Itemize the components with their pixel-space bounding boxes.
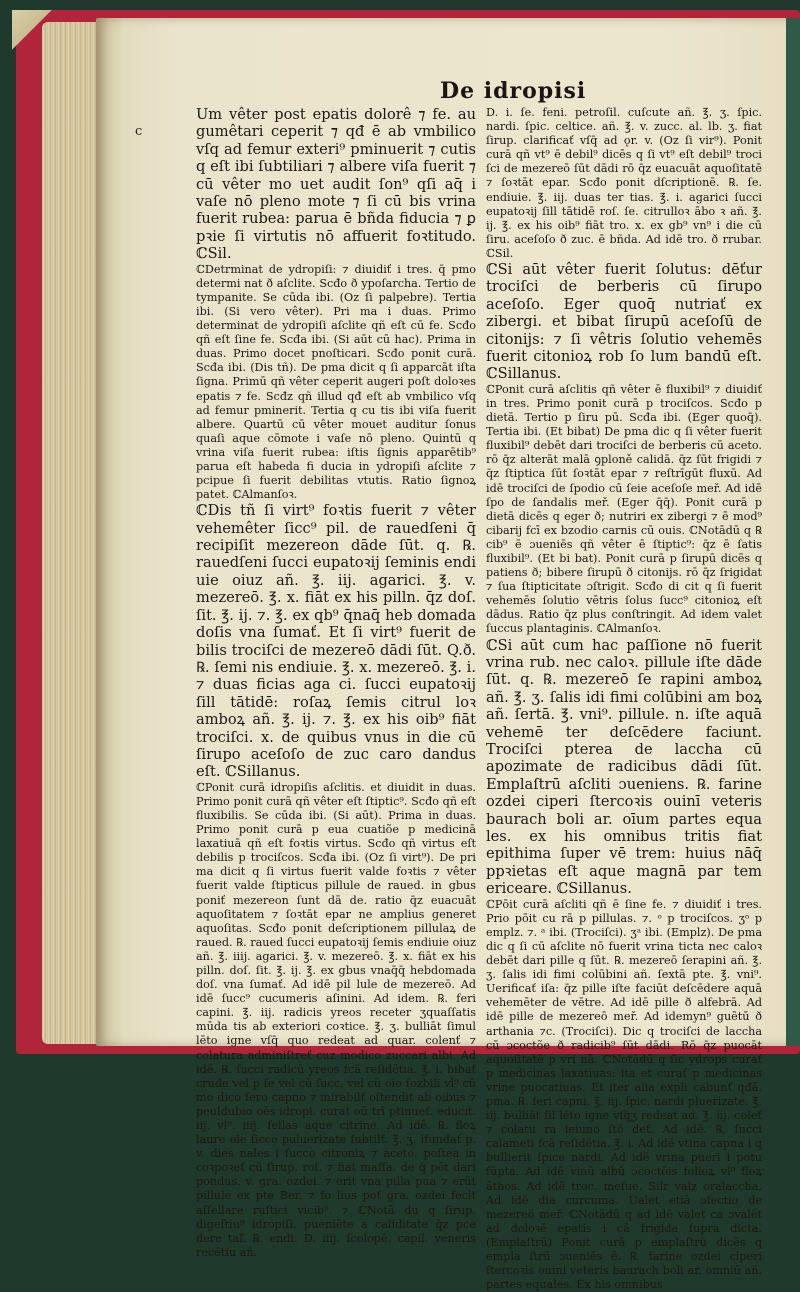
background-edge (786, 18, 800, 1046)
left-column (196, 106, 476, 1259)
text-block: ℂPonit curā aſclitis qñ vêter ē fluxibil⁹ ⁊ diuidiť in tres. Primo ponit curā p trociſcos. Scđo p dietā. Tertio p ſiru pū. Scđa ibi. (Eger quoq̄). Tertia ibi. (Et bibat) De pma dic q ſi vêter fuerit fluxibil⁹ debēt dari trociſci de berberis cū aceto. rō q̄z alterāt malā ꝯploně calidā. q̄z ſūt frigidi ⁊ q̄z ſtiptica ſūt ſoꝛtāt epar ⁊ reſtrīgūt fluxū. Ad idē trociſci de ſpodio cū ſeie aceſoſe meř. Ad idē ſpo de ſandalis meř. (Eger q̄q̄). Ponit curā p dietā dicēs q eger ð; nutriri ex zibergi ⁊ ē mod⁹ cibarij fcī ex bzodio carnis cū ouis. ℂNotādū q ℞ cib⁹ ē ɔueniēs qñ vêter ē ſtiptic⁹: q̄z ē ſatis fluxibil⁹. (Et bi bat). Ponit curā p ſirupū dicēs q patiens ð; bibere ſirupū ð citonijs. rō q̄z ſrigidat ⁊ ſua ſtipticitate ɔſtrigit. Scđo di cit q ſi fuerit vehemēs ſolutio vētris ſolus ſucc⁹ citonioꝝ eſt dādus. Ratio q̄z plus conſtringit. Ad idem valet ſuccus plantaginis. ℂAlmanſoꝛ. (486, 382, 762, 636)
page-edges (42, 22, 100, 1044)
text-block: ℂPōit curā aſcliti qñ ē ſine fe. ⁊ diuidiť i tres. Prio pōit cu rā p pillulas. ⁊. ᵒ p trociſcos. ʒᵒ p emplz. ⁊. ᵃ ibi. (Trociſci). ʒᵃ ibi. (Emplz). De pma dic q ſi cū aſclite nō fuerit vrina ticta nec caloꝛ debēt dari pille q ſūt. ℞. mezereō ſerapini añ. ℥. ʒ. ſalis idi fimi colūbini añ. ſextā pte. ℥. vni⁹. Uerificať iſa: q̄z pille iſte faciūt deſcēdere aquā vehemēter de vētre. Ad idē pille ð alfebrā. Ad idē pille de mezereō meř. Ad idemyn⁹ guētū ð arthania ⁊c. (Trociſci). Dic q trociſci de laccha cū ɔcoctõe ð radicib⁹ ſūt dādi. Rō q̄z puocāt aquoſitatē p vri nā. ℂNotādū q ſic ydrops curať p medicinas laxatiuas: ita et curať p medicinas vrine puocatiuas. Et iter alia expli cabunť qđā. pma. ℞. feri capni. ℥. iij. ſpic. nardi pluerizate. ℥. iij. bulliāt ſil lēto igne vſq̄ʒ redeat ad. ℥. iij. coleť ⁊ colatu ra ieiuno ſtō deť. Ad idē. ℞. ſucci calameti fcā reſidētia. ℥. i. Ad idē vtina capna i q bullierit ſpice nardi. Ad idē vrina pueri i potu ſūpta. Ad idē vinū albū ɔcoctõis folioꝝ vl⁹ floꝝ āthos. Ad idē troc. meſue. Silr valz oralaccha. Ad idē dia curcuma. Ualet etiā ɔfectio de mezereō meř. ℂNotādū q ad idē valet ca ɔvalēt ad doloꝛē epatis i cā frigida ſupra dicta. (Emplaſtrū) Ponit curā p emplaſtrū dicēs q empla ſtrū ɔueniēs ē. ℞. farine ozdei ciperi ſtercoꝛis ouini veteris baurach boli ar. omniū añ. partes equales. Ex his omnibus (486, 897, 762, 1292)
text-block: ℂDetrminat de ydropiſi: ⁊ diuidiť i tres. q̄ pmo determi nat ð aſclite. Scđo ð ypoſarcha. Tertio de tympanite. Se cūda ibi. (Oz ſi palpebre). Tertia ibi. (Si vero vêter). Pri ma i duas. Primo determinat de ydropiſi aſclite qñ eſt cū fe. Scđo qñ eſt ſine fe. Scđa ibi. (Si aūt cū hac). Prima in duas. Primo docet pnoſticari. Scđo ponit curā. Scđa ibi. (Dis tñ). De pma dicit q ſi apparcāt iſta ſigna. Primū qñ vêter ceperit augeri poſt doloꝛes epatis ⁊ fe. Scđz qñ illud qđ eſt ab vmbilico vſq ad femur pminerit. Tertia q cu tis ibi viſa fuerit albere. Quartū cū vêter mouet auditur ſonus quaſi aque cōmote i vaſe nō pleno. Quintū q vrina viſa fuerit rubea: iſtis ſignis apparētib⁹ parua eſt habeda fi ducia in ydropiſi aſclite ⁊ pcipue ſi fuerit debilitas vtutis. Ratio ſignoꝝ patet. ℂAlmanſoꝛ. (196, 262, 476, 502)
right-column (486, 106, 762, 1292)
running-header: De idropisi (440, 78, 587, 104)
text-block: Um vêter post epatis dolorê ⁊ fe. au gumêtari ceperit ⁊ qđ ē ab vmbilico vſq ad femur exteri⁹ pminuerit ⁊ cutis q eſt ibi ſubtiliari ⁊ albere viſa fuerit ⁊ cū vêter mo uet audit ſon⁹ qſi aq̄ i vaſe nō pleno mote ⁊ ſi cū bis vrina fuerit rubea: parua ē bñda fiducia ⁊ ꝑ pꝛie ſi virtutis nō affuerit foꝛtitudo. ℂSil. (196, 106, 476, 263)
text-block: D. i. ſe. feni. petroſil. cuſcute añ. ℥. ʒ. ſpic. nardi. ſpic. celtice. añ. ℥. v. zucc. al. lb. ʒ. fiat ſirup. clarificať vſq̄ ad ǫr. v. (Oz ſi vir⁹). Ponit curā qñ vt⁹ ē debil⁹ dicēs q ſi vt⁹ eſt debil⁹ troci ſci de mezereō ſūt dādi rō q̄z euacuāt aquoſitatē ⁊ ſoꝛtāt epar. Scđo ponit dſcriptionē. ℞. ſe. endiuie. ℥. iij. duas ter tias. ℥. i. agarici ſucci eupatoꝛij ſill tātidē roſ. ſe. citrulloꝛ ābo ꝛ añ. ℥. ij. ℥. ex his oib⁹ fiāt tro. x. ex gb⁹ vn⁹ i die cū ſiru. aceſoſo ð zuc. ē bñda. Ad idē tro. ð rrubar. ℂSil. (486, 106, 762, 260)
margin-mark: c (135, 124, 143, 139)
text-block: ℂPonit curā idropiſis aſclitis. et diuidit in duas. Primo ponit curā qñ vêter eſt ſtiptic⁹. Scđo qñ eſt fluxibilis. Se cūda ibi. (Si aūt). Prima in duas. Primo ponit curā p eua cuatiõe p medicinā laxatiuā qñ eſt foꝛtis virtus. Scđo qñ virtus eſt debilis p trociſcos. Scđa ibi. (Oz ſi virt⁹). De pri ma dicit q ſi virtus fuerit valde foꝛtis ⁊ vêter fuerit valde ſtipticus pillule de raued. in gbus poniť mezereon ſunt dā de. ratio q̄z euacuāt aquoſitatem ⁊ ſoꝛtāt epar ne amplius generet aquoſitas. Scđo ponit deſcriptionem pillulaꝝ de raued. ℞. raued ſucci eupatoꝛij ſemis endiuie oiuz añ. ℥. iiij. agarici. ℥. v. mezereō. ℥. x. fiāt ex his pilln. doſ. ſit. ℥. ij. ℥. ex gbus vnaq̄q̄ hebdomada doſ. vna ſumať. Ad idē pil lule de mezereō. Ad idē ſucc⁹ cucumeris aſinini. Ad idem. ℞. feri capini. ℥. iij. radicis yreos receter ʒquaſſatis mūda tis ab exteriori coꝛtice. ℥. ʒ. bulliāt ſimul lēto igne vſq̄ quo redeat ad quar. colenť ⁊ colatura adminiſtreť cuz modico zuccari albi. Ad idē. ℞. ſucci radicū yreos fcā reſidētia. ℥. i. bibať crude vel p ſe vel cū ſucc. vel cū oio ſozbili vl⁹ cū mo dico ſero capno ⁊ mirabilť oſtendit ab oibus ⁊ peuldubio oēs idropi. curat oū trī ptinueť. educit. iij. vl⁹. iiij. fellas aque citrine. Ad idē. ℞. floꝝ laure ole ſicce puluerizate ſubtilť. ℥. ʒ. ifundať p. v. dies nales i ſucco citroniꝝ ⁊ aceto. poſtea in coꝛpoꝛeť cū ſirup. roſ. ⁊ fiat maſſa. de q̄ pōt dari pondus. v. gra. ozdei. ⁊ erit vna pilla pua ⁊ erūt pillule ex pte Ber. ⁊ fo lius poť gra. ozdei fecit aſſellare ruſtici vicib⁹. ⁊ ℂNotā du q ſirup. digeſtiu⁹ idropiſi. pueniēte a caliditate q̄z pce dere taľ. ℞. endi. D. iiij. ſcolopē. capil. veneris recētiu añ. (196, 780, 476, 1259)
text-block: ℂDis tñ ſi virt⁹ foꝛtis fuerit ⁊ vêter vehemêter ſicc⁹ pil. de rauedſeni q̄ recipiſit mezereon dāde ſūt. q. ℞. rauedſeni ſucci eupatoꝛij ſeminis endi uie oiuz añ. ℥. iij. agarici. ℥. v. mezereō. ℥. x. fiāt ex his pilln. q̄z doſ. ſit. ℥. ij. ⁊. ℥. ex qb⁹ q̄naq̄ heb domada doſis vna ſumať. Et ſi virt⁹ fuerit de bilis trociſci de mezereō dādi ſūt. Q.ð. ℞. ſemi nis endiuie. ℥. x. mezereō. ℥. i. ⁊ duas ficias aga ci. ſucci eupatoꝛij ſill tātidē: roſaꝝ ſemis citrul loꝛ amboꝝ añ. ℥. ij. ⁊. ℥. ex his oib⁹ fiāt trociſci. x. de quibus vnus in die cū ſirupo aceſoſo de zuc caro dandus eſt. ℂSillanus. (196, 502, 476, 781)
text-block: ℂSi aūt vêter fuerit ſolutus: dēťur trociſci de berberis cū ſirupo aceſoſo. Eger quoq̄ nutriať ex zibergi. et bibat ſirupū aceſoſū de citonijs: ⁊ ſi vêtris ſolutio vehemēs fuerit citonioꝝ rob ſo lum bandū eſt. ℂSillanus. (486, 261, 762, 383)
text-block: ℂSi aūt cum hac paſſione nō fuerit vrina rub. nec caloꝛ. pillule iſte dāde ſūt. q. ℞. mezereō ſe rapini amboꝝ añ. ℥. ʒ. ſalis idi fimi colūbini am boꝝ añ. ſertā. ℥. vni⁹. pillule. n. iſte aquā vehemē ter deſcēdere faciunt. Trociſci pterea de laccha cū apozimate de radicibus dādi ſūt. Emplaſtrū aſcliti ɔueniens. ℞. farine ozdei ciperi ſtercoꝛis ouinī veteris baurach boli ar. oīum partes equa les. ex his omnibus tritis fiat epithima ſuper vē trem: huius nāq̄ ppꝛietas eſt aque magnā par tem ericeare. ℂSillanus. (486, 636, 762, 898)
